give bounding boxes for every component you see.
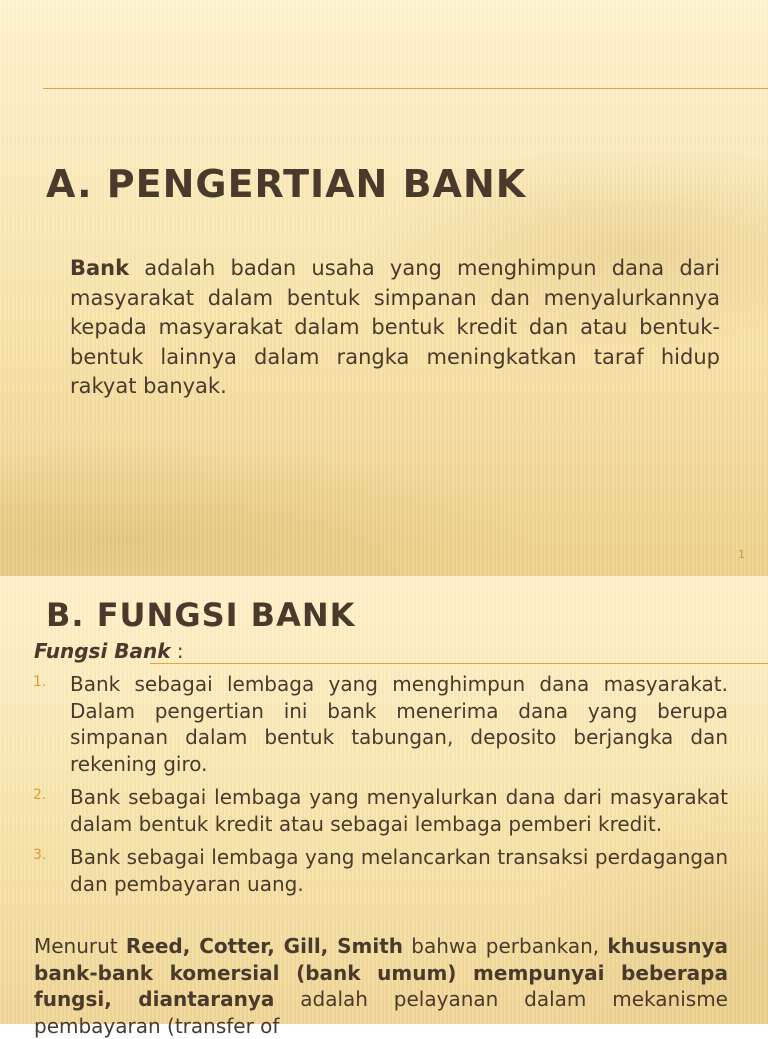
- list-item: [0, 671, 728, 777]
- page-number: 1: [738, 548, 745, 561]
- fungsi-label-colon: :: [170, 639, 184, 663]
- menurut-prefix: Menurut: [34, 934, 126, 958]
- top-divider-line: [43, 88, 768, 89]
- list-number: 1.: [33, 674, 47, 690]
- menurut-bold-text: khususnya bank-bank komersial (bank umum) mempunyai beberapa fungsi, diantaranya: [34, 934, 729, 1011]
- fungsi-label: [34, 639, 184, 663]
- fungsi-label-italic: Fungsi Bank: [34, 639, 171, 663]
- slide-title: B. FUNGSI BANK: [46, 596, 356, 634]
- list-item-text: Bank sebagai lembaga yang melancarkan transaksi perdagangan dan pembayaran uang.: [70, 845, 728, 896]
- list-item-text: Bank sebagai lembaga yang menyalurkan dana dari masyarakat dalam bentuk kredit atau sebagai lembaga pemberi kredit.: [70, 785, 728, 836]
- menurut-authors: Reed, Cotter, Gill, Smith: [125, 934, 404, 958]
- list-number: 2.: [33, 787, 47, 803]
- slide-fungsi-bank: [0, 576, 768, 1038]
- title-divider-line: [150, 663, 768, 664]
- definition-text: adalah badan usaha yang menghimpun dana dari masyarakat dalam bentuk simpanan dan menyalurkannya kepada masyarakat dalam bentuk kredit dan atau bentuk-bentuk lainnya dalam rangka meningkatkan taraf hidup rakyat banyak.: [70, 256, 720, 398]
- bank-term: Bank: [70, 256, 130, 280]
- list-item: [0, 784, 728, 837]
- menurut-paragraph: [34, 933, 728, 1039]
- list-item: [0, 844, 728, 897]
- list-item-text: Bank sebagai lembaga yang menghimpun dana masyarakat. Dalam pengertian ini bank menerima dana yang berupa simpanan dalam bentuk tabungan, deposito berjangka dan rekening giro.: [70, 672, 728, 776]
- list-number: 3.: [33, 847, 47, 863]
- definition-paragraph: [70, 254, 720, 402]
- slide-title: A. PENGERTIAN BANK: [46, 162, 527, 206]
- fungsi-list: [0, 671, 728, 904]
- menurut-tail: adalah pelayanan dalam mekanisme pembayaran (transfer of: [34, 987, 728, 1038]
- menurut-mid: bahwa perbankan,: [403, 934, 608, 958]
